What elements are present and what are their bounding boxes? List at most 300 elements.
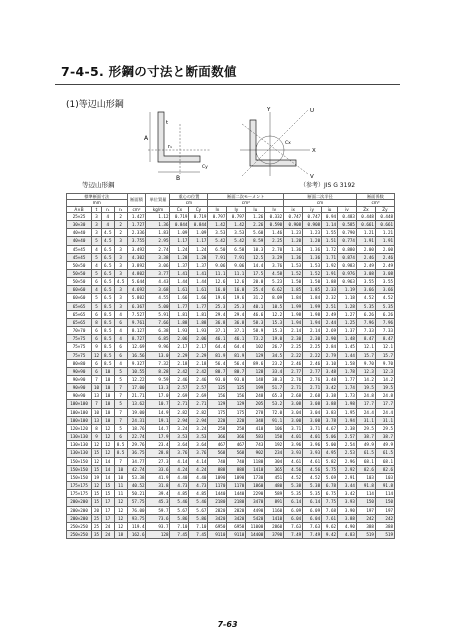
table-cell: 12.1 — [356, 343, 375, 351]
table-cell: 1.37 — [189, 261, 208, 269]
table-cell: 72.0 — [265, 408, 284, 416]
table-cell: 9.62 — [322, 522, 338, 530]
table-cell: 3790 — [265, 530, 284, 538]
table-cell: 467 — [208, 441, 227, 449]
table-cell: 91.8 — [375, 482, 394, 490]
table-cell: 6.50 — [227, 245, 246, 253]
table-cell: 6 — [114, 433, 127, 441]
table-cell: 4.52 — [356, 294, 375, 302]
table-row — [67, 294, 395, 302]
table-cell: 10 — [101, 416, 114, 424]
table-cell: 56.4 — [227, 359, 246, 367]
table-cell: 1170 — [227, 482, 246, 490]
table-cell: 24 — [101, 530, 114, 538]
table-cell: 2.46 — [284, 359, 303, 367]
table-cell: 33.6 — [146, 465, 170, 473]
table-row — [67, 416, 395, 424]
table-cell: 12 — [114, 522, 127, 530]
table-cell: 80.7 — [227, 367, 246, 375]
table-cell: 156 — [227, 392, 246, 400]
table-cell: 16.56 — [127, 351, 146, 359]
table-cell: 2.29 — [189, 351, 208, 359]
table-cell: 19 — [92, 473, 102, 481]
table-cell: 81.9 — [227, 351, 246, 359]
table-cell: 1.91 — [356, 237, 375, 245]
table-cell: 14.9 — [146, 408, 170, 416]
table-cell: 3 — [114, 237, 127, 245]
table-cell: 8.5 — [101, 343, 114, 351]
table-cell: 11.1 — [208, 269, 227, 277]
table-cell: 3.93 — [338, 498, 357, 506]
table-cell: 3.53 — [227, 229, 246, 237]
table-cell: 9.42 — [322, 530, 338, 538]
table-cell: 7.68 — [322, 506, 338, 514]
table-cell: 1.37 — [170, 261, 189, 269]
table-cell: 2 — [114, 229, 127, 237]
table-cell: 26.7 — [265, 343, 284, 351]
table-cell: 53.2 — [265, 400, 284, 408]
table-cell: 5.75 — [322, 465, 338, 473]
table-cell: 14.7 — [146, 424, 170, 432]
table-cell: 7.45 — [189, 530, 208, 538]
table-cell: 2.25 — [284, 343, 303, 351]
table-cell: 1180 — [246, 457, 265, 465]
table-cell: 34.5 — [265, 351, 284, 359]
table-cell: 1.19 — [338, 286, 357, 294]
page-title: 7-4-5. 形鋼の寸法と断面数値 — [61, 64, 237, 79]
table-row — [67, 384, 395, 392]
table-cell: 15 — [92, 498, 102, 506]
table-cell: 8.59 — [246, 237, 265, 245]
table-cell: 148 — [246, 376, 265, 384]
table-cell: 4.40 — [170, 473, 189, 481]
table-cell: 5 — [92, 302, 102, 310]
table-cell: 6.5 — [101, 245, 114, 253]
table-cell: 40×40 — [67, 229, 92, 237]
table-cell: 6.367 — [127, 302, 146, 310]
table-cell: 65×65 — [67, 318, 92, 326]
table-cell: 61.5 — [375, 449, 394, 457]
table-cell: 25×25 — [67, 212, 92, 220]
table-cell: 2.46 — [303, 359, 322, 367]
table-row — [67, 457, 395, 465]
table-cell: 0.874 — [338, 253, 357, 261]
table-cell: 0.983 — [338, 261, 357, 269]
table-cell: 3.38 — [322, 392, 338, 400]
table-cell: 4 — [92, 261, 102, 269]
table-cell: 6.5 — [101, 261, 114, 269]
table-cell: 4.40 — [189, 473, 208, 481]
table-cell: 8.5 — [114, 441, 127, 449]
table-cell: 15.3 — [265, 327, 284, 335]
table-cell: 2.69 — [189, 392, 208, 400]
table-cell: 3470 — [246, 498, 265, 506]
table-cell: 0.448 — [356, 212, 375, 220]
table-cell: 4.302 — [127, 253, 146, 261]
table-row — [67, 310, 395, 318]
table-cell: 45.3 — [146, 498, 170, 506]
table-cell: 51.7 — [265, 384, 284, 392]
table-cell: 5.38 — [303, 482, 322, 490]
table-cell: 15.7 — [356, 351, 375, 359]
table-cell: 4.43 — [146, 278, 170, 286]
table-cell: 2.17 — [189, 343, 208, 351]
table-cell: 5.35 — [303, 490, 322, 498]
table-cell: 5.60 — [246, 229, 265, 237]
table-cell: 7.96 — [375, 318, 394, 326]
table-cell: 8.727 — [127, 335, 146, 343]
table-row — [67, 498, 395, 506]
table-cell: 2.18 — [170, 359, 189, 367]
table-cell: 12.3 — [375, 367, 394, 375]
table-cell: 7.63 — [284, 522, 303, 530]
table-cell: 5 — [92, 294, 102, 302]
table-cell: 17.7 — [356, 400, 375, 408]
table-cell: 1.84 — [303, 294, 322, 302]
table-cell: 6.09 — [284, 506, 303, 514]
table-cell: 14 — [101, 457, 114, 465]
table-cell: 76.00 — [127, 506, 146, 514]
table-cell: 4.55 — [146, 294, 170, 302]
table-cell: 1.71 — [322, 253, 338, 261]
table-cell: 258 — [208, 424, 227, 432]
table-cell: 2.94 — [170, 416, 189, 424]
table-cell: 130×130 — [67, 449, 92, 457]
table-cell: 5.23 — [265, 278, 284, 286]
table-cell: 1.88 — [189, 318, 208, 326]
col-ru: iu — [322, 206, 338, 212]
table-cell: 5.91 — [146, 310, 170, 318]
table-cell: 5420 — [246, 514, 265, 522]
table-cell: 6.62 — [265, 286, 284, 294]
table-cell: 2.06 — [170, 335, 189, 343]
table-cell: 75×75 — [67, 335, 92, 343]
table-cell: 40.1 — [246, 302, 265, 310]
table-cell: 248 — [246, 392, 265, 400]
table-cell: 3.06 — [146, 261, 170, 269]
table-cell: 1.74 — [338, 384, 357, 392]
table-cell: 2.49 — [322, 310, 338, 318]
table-cell: 1.23 — [284, 229, 303, 237]
table-cell: 49.9 — [356, 441, 375, 449]
table-cell: 6 — [114, 318, 127, 326]
table-cell: 1.37 — [338, 327, 357, 335]
table-cell: 519 — [356, 530, 375, 538]
table-row — [67, 433, 395, 441]
table-cell: 7.33 — [375, 327, 394, 335]
table-cell: 1.48 — [338, 335, 357, 343]
table-cell: 162.6 — [127, 530, 146, 538]
table-cell: 2.00 — [375, 245, 394, 253]
table-cell: 68.1 — [375, 457, 394, 465]
table-cell: 11 — [114, 490, 127, 498]
table-cell: 75×75 — [67, 351, 92, 359]
table-cell: 4.01 — [284, 433, 303, 441]
table-cell: 103 — [375, 473, 394, 481]
table-cell: 3.48 — [322, 376, 338, 384]
table-cell: 5.42 — [208, 237, 227, 245]
table-cell: 234 — [265, 449, 284, 457]
table-cell: 3 — [114, 261, 127, 269]
table-cell: 10.5 — [265, 302, 284, 310]
table-cell: 3.96 — [284, 441, 303, 449]
table-cell: 12.1 — [375, 343, 394, 351]
table-cell: 120×120 — [67, 424, 92, 432]
table-cell: 15 — [92, 449, 102, 457]
table-row — [67, 269, 395, 277]
table-row — [67, 286, 395, 294]
table-cell: 8.5 — [101, 351, 114, 359]
table-cell: 4.95 — [322, 449, 338, 457]
table-cell: 150 — [265, 433, 284, 441]
table-cell: 14.2 — [375, 376, 394, 384]
table-cell: 467 — [227, 441, 246, 449]
table-cell: 25 — [92, 514, 102, 522]
table-cell: 6 — [92, 359, 102, 367]
table-cell: 740 — [227, 457, 246, 465]
table-cell: 2.69 — [170, 392, 189, 400]
table-cell: 3.10 — [322, 359, 338, 367]
table-cell: 9110 — [227, 530, 246, 538]
table-cell: 3.76 — [265, 261, 284, 269]
table-row — [67, 318, 395, 326]
table-cell: 2860 — [265, 522, 284, 530]
table-cell: 17 — [101, 498, 114, 506]
table-cell: 15.7 — [375, 351, 394, 359]
table-cell: 3.66 — [375, 286, 394, 294]
table-cell: 100×100 — [67, 416, 92, 424]
table-cell: 5 — [92, 269, 102, 277]
table-cell: 3.04 — [303, 408, 322, 416]
table-cell: 1.27 — [338, 310, 357, 318]
table-cell: 3 — [114, 302, 127, 310]
table-cell: 31.1 — [356, 416, 375, 424]
table-cell: 1090 — [227, 473, 246, 481]
table-cell: 6950 — [227, 522, 246, 530]
table-cell: 1.53 — [303, 261, 322, 269]
table-cell: 5.644 — [127, 278, 146, 286]
table-cell: 6.5 — [101, 253, 114, 261]
table-cell: 388 — [356, 522, 375, 530]
table-cell: 3.93 — [284, 449, 303, 457]
table-cell: 1.66 — [189, 294, 208, 302]
table-cell: 50×50 — [67, 269, 92, 277]
table-cell: 8.5 — [101, 327, 114, 335]
table-cell: 12.69 — [127, 343, 146, 351]
table-row — [67, 351, 395, 359]
table-cell: 3.24 — [189, 424, 208, 432]
table-cell: 17.5 — [246, 269, 265, 277]
table-cell: 40.52 — [127, 482, 146, 490]
table-cell: 29.76 — [127, 441, 146, 449]
table-cell: 16.0 — [227, 286, 246, 294]
label-V: V — [310, 174, 314, 180]
table-cell: 15.3 — [265, 318, 284, 326]
table-cell: 1.427 — [127, 212, 146, 220]
table-cell: 8.09 — [265, 294, 284, 302]
table-row — [67, 343, 395, 351]
table-cell: 15 — [92, 490, 102, 498]
table-cell: 1.24 — [170, 245, 189, 253]
table-cell: 2.49 — [375, 261, 394, 269]
table-cell: 4.73 — [189, 482, 208, 490]
table-cell: 2.46 — [189, 376, 208, 384]
table-cell: 114 — [375, 490, 394, 498]
table-cell: 205 — [246, 400, 265, 408]
table-cell: 3.08 — [356, 269, 375, 277]
table-cell: 5 — [114, 400, 127, 408]
table-cell: 3.42 — [338, 490, 357, 498]
table-cell: 7.66 — [146, 318, 170, 326]
table-cell: 34.77 — [127, 457, 146, 465]
table-cell: 197 — [375, 506, 394, 514]
table-cell: 4.24 — [170, 465, 189, 473]
table-cell: 3.71 — [303, 424, 322, 432]
table-cell: 0.590 — [265, 221, 284, 229]
table-row — [67, 424, 395, 432]
table-cell: 41.9 — [146, 473, 170, 481]
table-cell: 4.85 — [189, 490, 208, 498]
table-cell: 8 — [92, 318, 102, 326]
table-cell: 2.84 — [322, 343, 338, 351]
table-cell: 156 — [208, 392, 227, 400]
table-row — [67, 261, 395, 269]
table-cell: 80.7 — [208, 367, 227, 375]
table-cell: 6.5 — [101, 278, 114, 286]
table-cell: 5 — [114, 367, 127, 375]
table-cell: 0.94 — [322, 212, 338, 220]
table-cell: 45×45 — [67, 245, 92, 253]
table-cell: 4.90 — [338, 522, 357, 530]
table-row — [67, 359, 395, 367]
table-cell: 2.71 — [189, 400, 208, 408]
label-A: A — [144, 135, 149, 142]
table-cell: 4.14 — [170, 457, 189, 465]
table-cell: 56.4 — [208, 359, 227, 367]
table-cell: 7.91 — [227, 253, 246, 261]
table-cell: 4 — [114, 359, 127, 367]
table-row — [67, 482, 395, 490]
table-cell: 1.92 — [322, 261, 338, 269]
table-cell: 6.26 — [375, 310, 394, 318]
reference-note: （参考）JIS G 3192 — [300, 182, 356, 189]
table-cell: 4.85 — [170, 490, 189, 498]
table-cell: 6 — [92, 327, 102, 335]
table-cell: 103 — [356, 473, 375, 481]
table-cell: 6.5 — [101, 269, 114, 277]
table-cell: 9.06 — [227, 261, 246, 269]
table-cell: 7.10 — [170, 522, 189, 530]
table-cell: 31.8 — [146, 482, 170, 490]
table-cell: 1.50 — [284, 278, 303, 286]
table-cell: 1.85 — [284, 286, 303, 294]
table-cell: 60×60 — [67, 294, 92, 302]
table-cell: 12 — [101, 441, 114, 449]
table-cell: 2290 — [246, 490, 265, 498]
table-cell: 81.9 — [208, 351, 227, 359]
table-cell: 175 — [227, 408, 246, 416]
table-cell: 2.46 — [170, 376, 189, 384]
table-cell: 90×90 — [67, 392, 92, 400]
table-cell: 2.14 — [303, 327, 322, 335]
table-cell: 1.36 — [146, 221, 170, 229]
table-cell: 64.4 — [208, 343, 227, 351]
table-cell: 6 — [92, 278, 102, 286]
table-cell: 2.91 — [338, 473, 357, 481]
table-cell: 5.35 — [375, 302, 394, 310]
table-cell: 39.4 — [146, 490, 170, 498]
table-cell: 17.9 — [146, 433, 170, 441]
table-cell: 1.61 — [189, 286, 208, 294]
table-cell: 23.4 — [146, 441, 170, 449]
table-cell: 8.127 — [127, 327, 146, 335]
centroid-unit: cm — [170, 200, 208, 206]
table-cell: 3.892 — [127, 261, 146, 269]
table-cell: 2.32 — [322, 294, 338, 302]
label-Y: Y — [267, 107, 271, 113]
table-cell: 3.77 — [146, 269, 170, 277]
table-cell: 65×65 — [67, 310, 92, 318]
table-cell: 70×70 — [67, 327, 92, 335]
table-cell: 1.14 — [322, 221, 338, 229]
col-t: t — [92, 206, 102, 212]
table-cell: 4.61 — [303, 457, 322, 465]
table-cell: 5.86 — [189, 514, 208, 522]
table-cell: 2.22 — [303, 351, 322, 359]
table-row — [67, 376, 395, 384]
table-cell: 2.29 — [170, 351, 189, 359]
table-cell: 73.2 — [246, 335, 265, 343]
table-cell: 91.1 — [265, 416, 284, 424]
table-cell: 8.47 — [356, 335, 375, 343]
table-row — [67, 221, 395, 229]
table-cell: 93.0 — [227, 376, 246, 384]
table-cell: 17.00 — [127, 384, 146, 392]
table-cell: 3.53 — [189, 433, 208, 441]
table-cell: 5.69 — [322, 473, 338, 481]
table-cell: 12 — [92, 441, 102, 449]
table-cell: 5.00 — [322, 441, 338, 449]
table-cell: 128 — [146, 530, 170, 538]
table-cell: 1.53 — [284, 261, 303, 269]
table-row — [67, 278, 395, 286]
table-cell: 242 — [375, 514, 394, 522]
table-cell: 2.26 — [246, 221, 265, 229]
table-cell: 2 — [114, 221, 127, 229]
table-cell: 10 — [101, 408, 114, 416]
table-cell: 3 — [114, 294, 127, 302]
table-cell: 61.5 — [356, 449, 375, 457]
table-cell: 17.0 — [146, 392, 170, 400]
table-cell: 129 — [246, 351, 265, 359]
table-cell: 2.25 — [303, 343, 322, 351]
table-cell: 1.46 — [265, 229, 284, 237]
table-cell: 1.88 — [322, 278, 338, 286]
table-cell: 19.5 — [356, 384, 375, 392]
table-cell: 220 — [227, 416, 246, 424]
table-cell: 5.35 — [356, 302, 375, 310]
col-rv: iv — [338, 206, 357, 212]
moment-unit: cm⁴ — [208, 200, 284, 206]
table-cell: 27.3 — [146, 457, 170, 465]
table-cell: 1.44 — [170, 278, 189, 286]
table-cell: 7.61 — [322, 514, 338, 522]
table-cell: 304 — [265, 457, 284, 465]
table-cell: 12 — [101, 449, 114, 457]
table-cell: 589 — [265, 490, 284, 498]
table-cell: 3.29 — [265, 253, 284, 261]
table-cell: 1.94 — [284, 318, 303, 326]
